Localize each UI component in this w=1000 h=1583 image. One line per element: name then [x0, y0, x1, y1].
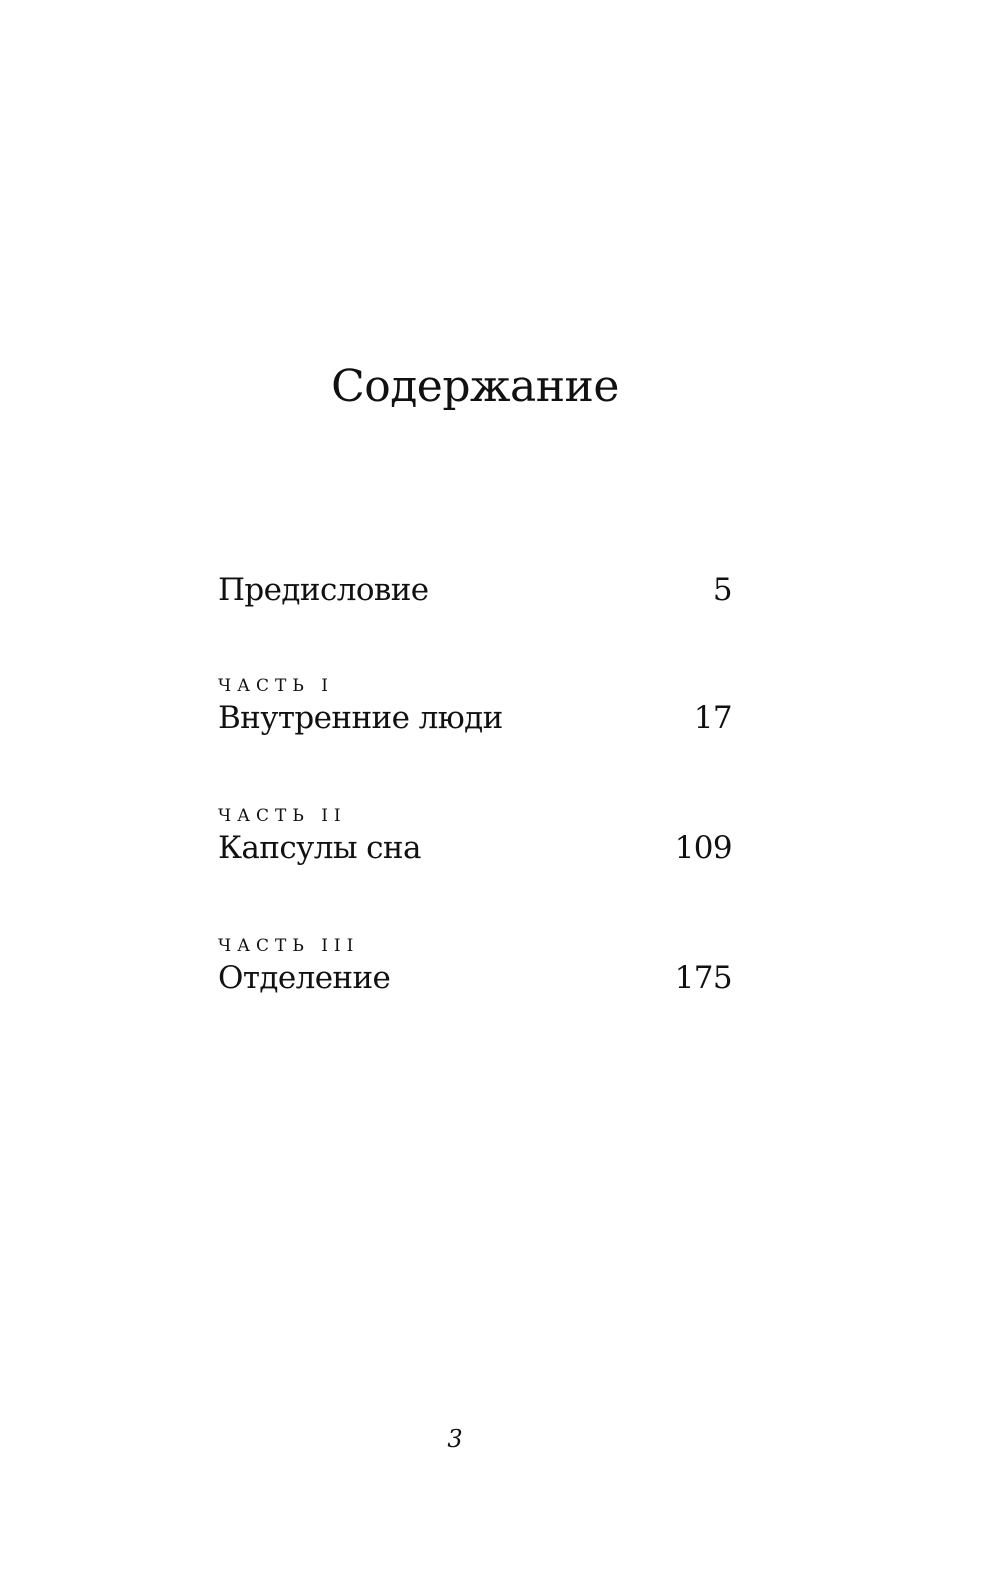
- toc-entry-row: [218, 828, 732, 868]
- toc-entry-row: [218, 958, 732, 998]
- toc-entry-page: 17: [693, 700, 732, 736]
- toc-entry-title: Предисловие: [218, 572, 429, 608]
- toc-entry-page: 109: [674, 830, 732, 866]
- toc-entry-part-2: [218, 804, 732, 868]
- toc-entry-preface: [218, 570, 732, 610]
- toc-entry-row: [218, 570, 732, 610]
- toc-entry-title: Внутренние люди: [218, 700, 503, 736]
- toc-entry-page: 175: [674, 960, 732, 996]
- toc-entry-title: Капсулы сна: [218, 830, 421, 866]
- page-number: 3: [447, 1425, 463, 1453]
- page-title: Содержание: [331, 361, 619, 412]
- part-label: ЧАСТЬ I: [218, 676, 334, 696]
- part-label: ЧАСТЬ II: [218, 806, 347, 826]
- part-label: ЧАСТЬ III: [218, 936, 360, 956]
- toc-entry-part-3: [218, 934, 732, 998]
- toc-entry-title: Отделение: [218, 960, 391, 996]
- toc-entry-row: [218, 698, 732, 738]
- toc-entry-page: 5: [712, 572, 732, 608]
- toc-entry-part-1: [218, 674, 732, 738]
